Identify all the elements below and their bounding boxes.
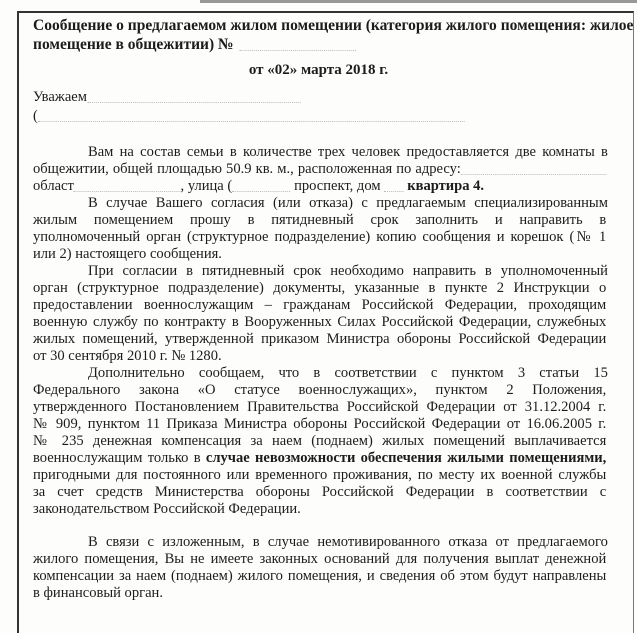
paragraph-3-line xyxy=(88,263,608,280)
greeting-line2-text: ( xyxy=(33,108,38,124)
scan-edge xyxy=(200,0,637,3)
text-segment: жилым помещением прошу в пятидневный срок заполнить и направить в xyxy=(33,212,607,228)
text-segment: общежитии, общей площадью 50.9 кв. м., расположенная по адресу: xyxy=(33,161,461,177)
paragraph-2-line xyxy=(33,246,606,263)
document-title-line-1: Сообщение о предлагаемом жилом помещении (категория жилого помещения: жилое xyxy=(33,17,634,34)
paragraph-3-line xyxy=(33,348,606,365)
paragraph-4-line xyxy=(33,416,606,433)
text-segment: случае невозможности обеспечения жилыми помещениями, xyxy=(205,450,607,466)
text-segment: Федерального закона «О статусе военнослужащих», пунктом 2 Положения, xyxy=(33,382,607,398)
text-segment: жилых помещений, утвержденной приказом Министра обороны Российской Федерации xyxy=(33,331,607,347)
paragraph-3-line xyxy=(33,280,606,297)
text-segment: предоставлении военнослужащим – гражданам Российской Федерации, проходящим xyxy=(33,297,607,313)
paragraph-3-line xyxy=(33,297,606,314)
redacted-details xyxy=(38,111,465,122)
text-segment: № 235 денежная компенсация за наем (поднаем) жилых помещений выплачивается xyxy=(33,433,607,449)
paragraph-4-line xyxy=(33,382,606,399)
text-segment: проспект, дом xyxy=(290,178,385,194)
text-segment: В связи с изложенным, в случае немотивированного отказа от предлагаемого xyxy=(88,534,608,550)
text-segment: жилого помещения, Вы не имеете законных оснований для получения выплат денежной xyxy=(33,551,607,567)
text-segment: Дополнительно сообщаем, что в соответствии с пунктом 3 статьи 15 xyxy=(88,365,608,381)
redacted-text xyxy=(232,181,290,192)
text-segment: военную службу по контракту в Вооруженных Силах Российской Федерации, служебных xyxy=(33,314,607,330)
paragraph-1-line xyxy=(33,178,606,195)
redacted-text xyxy=(74,181,181,192)
text-segment: или 2) настоящего сообщения. xyxy=(33,246,222,262)
document-title-line-2 xyxy=(33,36,606,53)
paragraph-3-line xyxy=(33,331,606,348)
text-segment: утвержденного Постановлением Правительства Российской Федерации от 31.12.2004 г. xyxy=(33,399,607,415)
text-segment: за счет средств Министерства обороны Российской Федерации в соответствии с xyxy=(33,484,607,500)
paragraph-2-line xyxy=(88,195,608,212)
text-segment: област xyxy=(33,178,74,194)
text-segment: Вам на состав семьи в количестве трех человек предоставляется две комнаты в xyxy=(88,144,608,160)
paragraph-4-line xyxy=(33,399,606,416)
redacted-text xyxy=(384,181,403,192)
text-segment: орган (структурное подразделение) документы, указанные в пункте 2 Инструкции о xyxy=(33,280,607,296)
text-segment: законодательством Российской Федерации. xyxy=(33,501,301,517)
text-segment: уполномоченный орган (структурное подразделение) копию сообщения и корешок (№ 1 xyxy=(33,229,607,245)
text-segment: компенсации за наем (поднаем) жилого помещения, и сведения об этом будут направлены xyxy=(33,568,607,584)
paragraph-4-line xyxy=(33,433,606,450)
text-segment: , улица ( xyxy=(180,178,233,194)
text-segment: военнослужащим только в xyxy=(33,450,206,466)
paragraph-4-line xyxy=(33,450,606,467)
paragraph-4-line xyxy=(33,467,606,484)
paragraph-3-line xyxy=(33,314,606,331)
document-date: от «02» марта 2018 г. xyxy=(248,62,389,78)
redacted-name xyxy=(87,92,300,103)
redacted-text xyxy=(461,164,607,175)
paragraph-5-line xyxy=(33,585,606,602)
text-segment: № 909, пунктом 11 Приказа Министра обороны Российской Федерации от 16.06.2005 г. xyxy=(33,416,607,432)
greeting-line-2 xyxy=(33,108,606,125)
text-segment: квартира 4. xyxy=(403,178,485,194)
paragraph-2-line xyxy=(33,229,606,246)
text-segment: пригодными для постоянного или временного проживания, по месту их военной службы xyxy=(33,467,607,483)
paragraph-4-line xyxy=(33,484,606,501)
text-segment: от 30 сентября 2010 г. № 1280. xyxy=(33,348,222,364)
text-segment: При согласии в пятидневный срок необходимо направить в уполномоченный xyxy=(88,263,608,279)
paragraph-5-line xyxy=(88,534,608,551)
paragraph-4-line xyxy=(33,501,606,518)
paragraph-1-line xyxy=(88,144,608,161)
title-number-label: помещение в общежитии) № xyxy=(33,36,234,53)
paragraph-2-line xyxy=(33,212,606,229)
greeting-line xyxy=(33,89,606,106)
text-segment: в финансовый орган. xyxy=(33,585,163,601)
text-segment: В случае Вашего согласия (или отказа) с предлагаемым специализированным xyxy=(88,195,608,211)
paragraph-5-line xyxy=(33,568,606,585)
paragraph-5-line xyxy=(33,551,606,568)
greeting-text: Уважаем xyxy=(33,89,87,105)
paragraph-1-line xyxy=(33,161,606,178)
paragraph-4-line xyxy=(88,365,608,382)
redacted-number xyxy=(239,40,355,51)
